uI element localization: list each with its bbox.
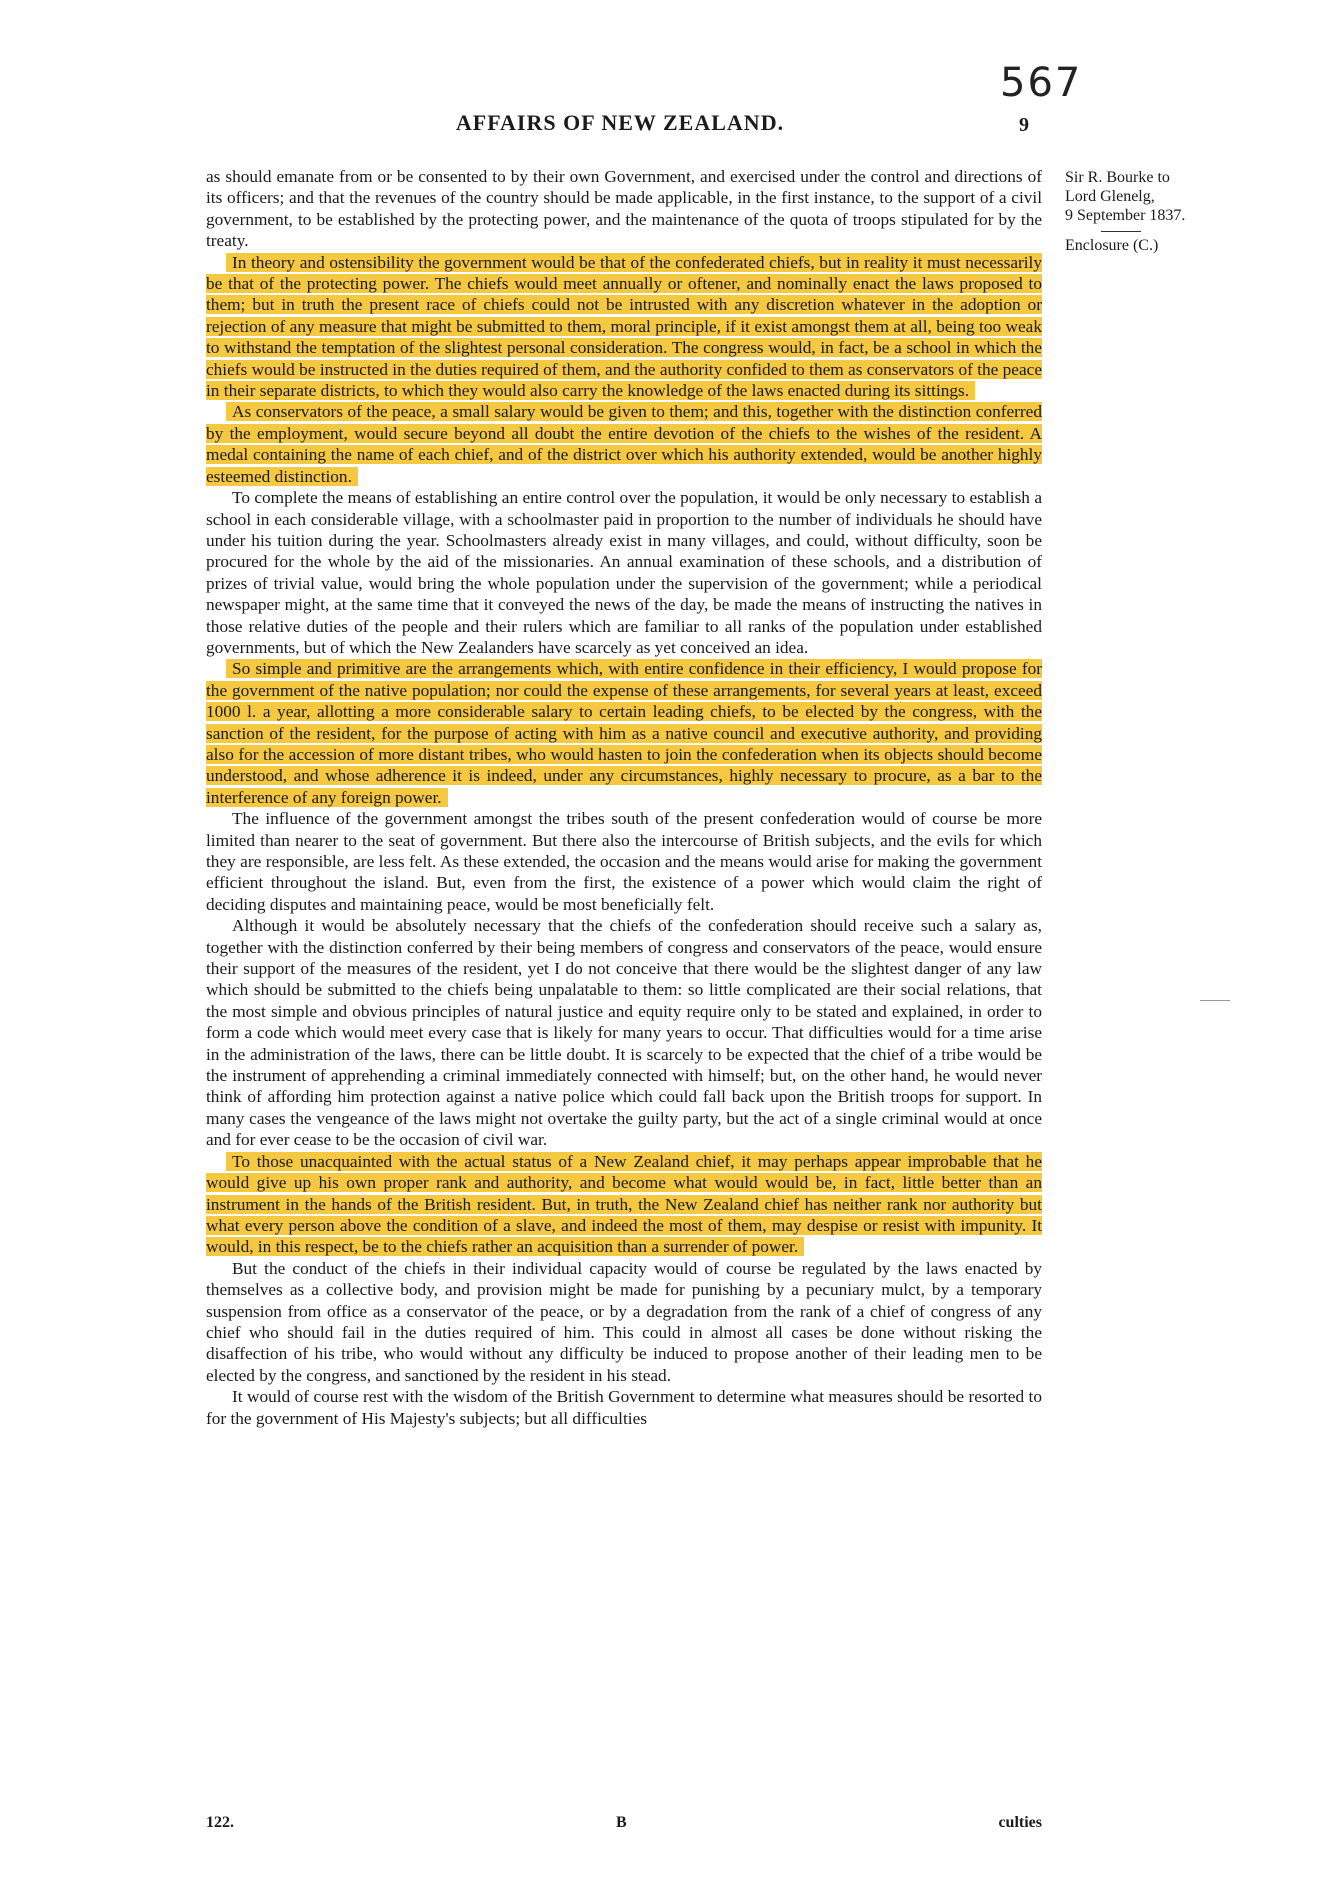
highlighted-paragraph-text: In theory and ostensibility the government would be that of the confederated chiefs, but in reality it must necessarily be that of the protecting power. The chiefs would meet annually or oftener, and nominally enact the laws proposed to them; but in truth the present race of chiefs could not be intrusted with any discretion whatever in the adoption or rejection of any measure that might be submitted to them, moral principle, if it exist amongst them at all, being too weak to withstand the temptation of the slightest personal consideration. The congress would, in fact, be a school in which the chiefs would be instructed in the duties required of them, and the authority confided to them as conservators of the peace in their separate districts, to which they would also carry the knowledge of the laws enacted during its sittings. [206,252,1042,401]
paragraph-text: The influence of the government amongst the tribes south of the present confederation would of course be more limited than nearer to the seat of government. But there also the intercourse of British subjects, and the evils for which they are responsible, are less felt. As these extended, the occasion and the means would arise for making the government efficient throughout the island. But, even from the first, the existence of a power which would claim the right of deciding disputes and maintaining peace, would be most beneficially felt. [206,809,1042,914]
paragraph [206,401,1042,487]
catchword: culties [998,1814,1042,1831]
paragraph-text: But the conduct of the chiefs in their individual capacity would of course be regulated by the laws enacted by themselves as a collective body, and provision might be made for punishing by a pecuniary mulct, by a temporary suspension from office as a conservator of the peace, or by a degradation from the rank of a chief of congress of any chief who should fail in the duties required of him. This could in almost all cases be done without risking the disaffection of his tribe, who would without any difficulty be induced to propose another of their leading men to be elected by the congress, and sanctioned by the resident in his stead. [206,1258,1042,1385]
paragraph [206,915,1042,1150]
page-number: 9 [1019,114,1030,136]
handwritten-page-number: 567 [1000,60,1083,106]
paragraph [206,1258,1042,1386]
paragraph-text: To complete the means of establishing an entire control over the population, it would be only necessary to establish a school in each considerable village, with a schoolmaster paid in proportion to the number of individuals he should have under his tuition during the year. Schoolmasters already exist in many villages, and could, without difficulty, soon be procured for the whole by the aid of the missionaries. An annual examination of these schools, and a distribution of prizes of trivial value, would bring the whole population under the supervision of the government; while a periodical newspaper might, at the same time that it conveyed the news of the day, be made the means of instructing the natives in those relative duties of the people and their rulers which are familiar to all ranks of the population under established governments, but of which the New Zealanders have scarcely as yet conceived an idea. [206,488,1042,657]
body-text [206,166,1042,1429]
paragraph [206,1386,1042,1429]
paragraph-text: It would of course rest with the wisdom of the British Government to determine what measures should be resorted to for the government of His Majesty's subjects; but all difficulties [206,1387,1042,1428]
margin-note-recipient: Lord Glenelg, [1065,188,1155,205]
margin-note-enclosure: Enclosure (C.) [1065,237,1159,254]
edge-mark [1200,1000,1230,1001]
margin-note [1065,168,1255,255]
signature-number: 122. [206,1814,234,1831]
paragraph [206,658,1042,808]
paragraph-text: Although it would be absolutely necessary that the chiefs of the confederation should receive such a salary as, together with the distinction conferred by their being members of congress and conservators of the peace, would ensure their support of the measures of the resident, yet I do not conceive that there would be the slightest danger of any law which should be submitted to the chiefs being unpalatable to them: so little complicated are their social relations, that the most simple and obvious principles of natural justice and equity require only to be stated and explained, in order to form a code which would meet every case that is likely for many years to occur. That difficulties would for a time arise in the administration of the laws, there can be little doubt. It is scarcely to be expected that the chief of a tribe would be the instrument of apprehending a criminal immediately connected with himself; but, on the other hand, he would never think of affording him protection against a native police which could fall back upon the British troops for support. In many cases the vengeance of the laws might not overtake the guilty party, but the act of a single criminal would at once and for ever cease to be the occasion of civil war. [206,916,1042,1150]
highlighted-paragraph-text: So simple and primitive are the arrangements which, with entire confidence in their efficiency, I would propose for the government of the native population; nor could the expense of these arrangements, for several years at least, exceed 1000 l. a year, allotting a more considerable salary to certain leading chiefs, to be elected by the congress, with the sanction of the resident, for the purpose of acting with him as a native council and executive authority, and providing also for the accession of more distant tribes, who would hasten to join the confederation when its objects should become understood, and whose adherence it is indeed, under any circumstances, highly necessary to procure, as a bar to the interference of any foreign power. [206,659,1042,807]
paragraph [206,487,1042,658]
margin-note-date: 9 September 1837. [1065,207,1186,224]
page-title: AFFAIRS OF NEW ZEALAND. [455,110,785,135]
margin-note-rule [1101,231,1141,232]
paragraph [206,252,1042,402]
paragraph [206,1151,1042,1258]
paragraph [206,166,1042,252]
sheet-mark: B [616,1814,627,1831]
highlighted-paragraph-text: As conservators of the peace, a small salary would be given to them; and this, together with the distinction conferred by the employment, would secure beyond all doubt the entire devotion of the chiefs to the wishes of the resident. A medal containing the name of each chief, and of the district over which his authority extended, would be another highly esteemed distinction. [206,402,1042,486]
highlighted-paragraph-text: To those unacquainted with the actual status of a New Zealand chief, it may perhaps appear improbable that he would give up his own proper rank and authority, and become what would would be, in fact, little better than an instrument in the hands of the British resident. But, in truth, the New Zealand chief has neither rank nor authority but what every person above the condition of a slave, and indeed the most of them, may despise or resist with impunity. It would, in this respect, be to the chiefs rather an acquisition than a surrender of power. [206,1151,1042,1257]
paragraph [206,808,1042,915]
page-header [200,110,1040,136]
paragraph-text: as should emanate from or be consented to by their own Government, and exercised under the control and directions of its officers; and that the revenues of the country should be made applicable, in the first instance, to the support of a civil government, to be established by the protecting power, and the maintenance of the quota of troops stipulated for by the treaty. [206,167,1042,251]
margin-note-sender: Sir R. Bourke to [1065,169,1170,186]
